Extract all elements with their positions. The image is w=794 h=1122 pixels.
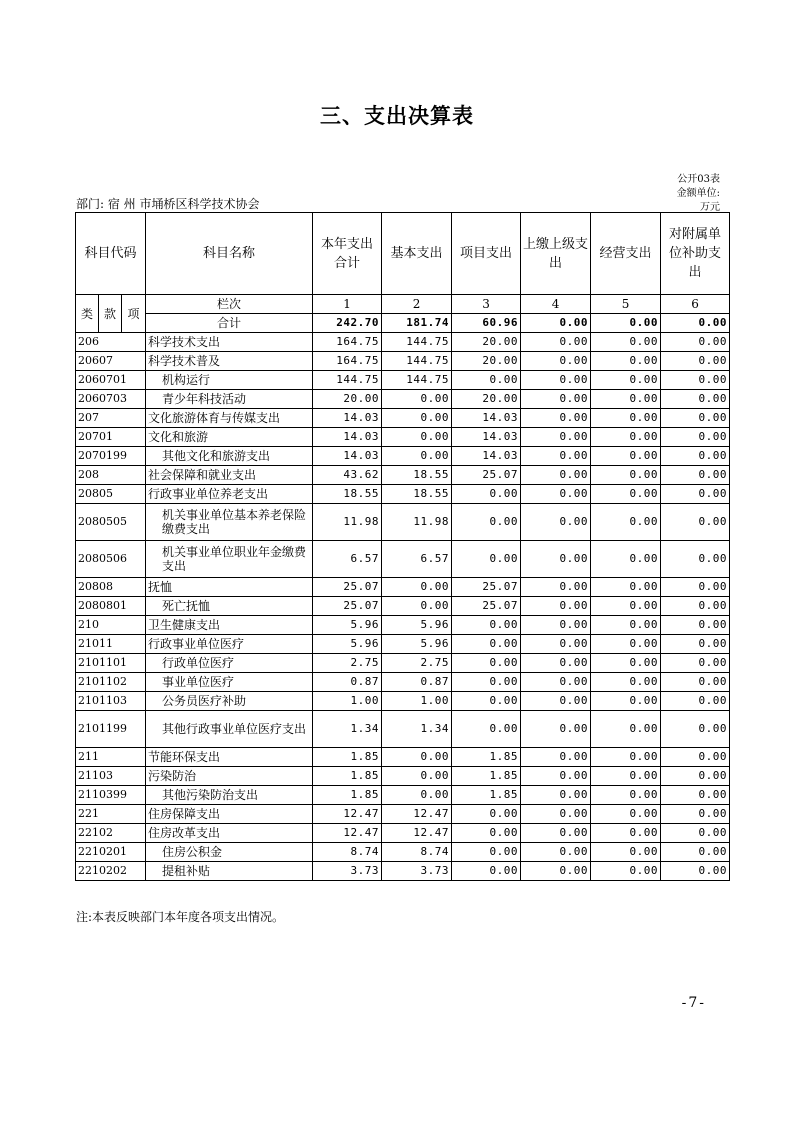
page-title: 三、支出决算表 xyxy=(320,103,474,128)
row-value: 144.75 xyxy=(313,371,382,390)
row-value: 25.07 xyxy=(452,466,521,485)
row-value: 1.85 xyxy=(313,767,382,786)
row-code: 210 xyxy=(76,616,146,635)
row-value: 0.00 xyxy=(521,692,591,711)
table-row xyxy=(76,352,730,371)
row-code: 207 xyxy=(76,409,146,428)
row-code: 211 xyxy=(76,748,146,767)
total-cell: 0.00 xyxy=(591,314,661,333)
row-value: 0.00 xyxy=(591,824,661,843)
row-value: 0.00 xyxy=(521,409,591,428)
row-value: 0.00 xyxy=(661,578,730,597)
table-row xyxy=(76,447,730,466)
row-value: 0.00 xyxy=(661,616,730,635)
row-value: 5.96 xyxy=(382,635,452,654)
row-value: 0.00 xyxy=(452,862,521,881)
row-value: 12.47 xyxy=(313,824,382,843)
row-code: 2080506 xyxy=(76,541,146,578)
row-value: 0.00 xyxy=(661,805,730,824)
row-value: 8.74 xyxy=(313,843,382,862)
row-value: 1.85 xyxy=(313,748,382,767)
row-name: 公务员医疗补助 xyxy=(146,692,313,711)
unit-label: 金额单位: xyxy=(676,188,720,199)
row-value: 1.85 xyxy=(452,767,521,786)
row-value: 0.00 xyxy=(661,862,730,881)
row-value: 0.00 xyxy=(521,504,591,541)
row-value: 0.00 xyxy=(591,654,661,673)
total-label: 合计 xyxy=(146,314,313,333)
row-value: 0.00 xyxy=(382,390,452,409)
row-code: 2060701 xyxy=(76,371,146,390)
row-value: 0.00 xyxy=(661,504,730,541)
row-value: 0.00 xyxy=(521,748,591,767)
row-value: 0.00 xyxy=(591,635,661,654)
row-value: 0.00 xyxy=(591,447,661,466)
row-value: 0.00 xyxy=(521,428,591,447)
row-value: 0.00 xyxy=(591,390,661,409)
table-row xyxy=(76,390,730,409)
column-index: 2 xyxy=(382,295,452,314)
row-name: 社会保障和就业支出 xyxy=(146,466,313,485)
row-value: 0.00 xyxy=(661,597,730,616)
row-value: 0.00 xyxy=(591,466,661,485)
table-row xyxy=(76,824,730,843)
row-value: 0.00 xyxy=(661,333,730,352)
row-value: 18.55 xyxy=(382,466,452,485)
row-name: 污染防治 xyxy=(146,767,313,786)
row-value: 0.00 xyxy=(591,843,661,862)
row-value: 20.00 xyxy=(452,333,521,352)
row-code: 2060703 xyxy=(76,390,146,409)
row-value: 3.73 xyxy=(382,862,452,881)
row-value: 0.00 xyxy=(452,371,521,390)
row-value: 6.57 xyxy=(382,541,452,578)
row-value: 0.87 xyxy=(382,673,452,692)
total-cell: 0.00 xyxy=(521,314,591,333)
row-value: 0.00 xyxy=(382,578,452,597)
column-index: 1 xyxy=(313,295,382,314)
header-name: 科目名称 xyxy=(146,213,313,295)
row-value: 20.00 xyxy=(313,390,382,409)
row-value: 2.75 xyxy=(382,654,452,673)
row-code: 21103 xyxy=(76,767,146,786)
row-code: 22102 xyxy=(76,824,146,843)
row-value: 14.03 xyxy=(313,428,382,447)
header-lanci: 栏次 xyxy=(146,295,313,314)
header-basic: 基本支出 xyxy=(382,213,452,295)
row-value: 43.62 xyxy=(313,466,382,485)
row-value: 0.00 xyxy=(661,673,730,692)
row-value: 0.00 xyxy=(452,843,521,862)
column-index: 3 xyxy=(452,295,521,314)
row-value: 12.47 xyxy=(382,805,452,824)
row-value: 18.55 xyxy=(313,485,382,504)
header-kuan: 款 xyxy=(99,295,122,333)
row-value: 0.00 xyxy=(521,616,591,635)
row-code: 20701 xyxy=(76,428,146,447)
row-value: 18.55 xyxy=(382,485,452,504)
table-row xyxy=(76,673,730,692)
row-name: 住房改革支出 xyxy=(146,824,313,843)
row-value: 0.00 xyxy=(591,409,661,428)
row-name: 文化和旅游 xyxy=(146,428,313,447)
row-name: 青少年科技活动 xyxy=(146,390,313,409)
row-value: 0.00 xyxy=(382,597,452,616)
row-value: 0.00 xyxy=(452,504,521,541)
table-row xyxy=(76,485,730,504)
row-value: 14.03 xyxy=(313,447,382,466)
row-value: 0.00 xyxy=(521,786,591,805)
row-name: 科学技术普及 xyxy=(146,352,313,371)
row-value: 11.98 xyxy=(313,504,382,541)
row-value: 14.03 xyxy=(452,428,521,447)
row-value: 0.00 xyxy=(382,748,452,767)
table-row xyxy=(76,428,730,447)
row-value: 0.00 xyxy=(521,333,591,352)
row-name: 机关事业单位基本养老保险缴费支出 xyxy=(146,504,313,541)
row-value: 0.00 xyxy=(521,805,591,824)
total-cell: 0.00 xyxy=(661,314,730,333)
row-value: 0.00 xyxy=(591,597,661,616)
row-value: 0.00 xyxy=(382,767,452,786)
row-value: 14.03 xyxy=(452,447,521,466)
row-value: 0.00 xyxy=(661,786,730,805)
row-value: 0.00 xyxy=(591,711,661,748)
row-name: 其他行政事业单位医疗支出 xyxy=(146,711,313,748)
row-value: 0.00 xyxy=(591,333,661,352)
row-value: 0.00 xyxy=(661,352,730,371)
row-value: 0.00 xyxy=(521,711,591,748)
row-value: 0.00 xyxy=(521,541,591,578)
row-value: 1.85 xyxy=(313,786,382,805)
row-value: 1.85 xyxy=(452,786,521,805)
row-value: 0.00 xyxy=(521,485,591,504)
row-name: 住房保障支出 xyxy=(146,805,313,824)
row-value: 1.34 xyxy=(382,711,452,748)
row-value: 144.75 xyxy=(382,371,452,390)
row-value: 0.00 xyxy=(591,485,661,504)
total-cell: 60.96 xyxy=(452,314,521,333)
page-number: -7- xyxy=(681,995,706,1011)
row-value: 14.03 xyxy=(313,409,382,428)
row-value: 164.75 xyxy=(313,352,382,371)
row-value: 0.00 xyxy=(452,805,521,824)
column-index: 4 xyxy=(521,295,591,314)
table-row xyxy=(76,371,730,390)
row-code: 208 xyxy=(76,466,146,485)
row-value: 0.00 xyxy=(382,786,452,805)
header-upper: 上缴上级支出 xyxy=(521,213,591,295)
row-value: 0.00 xyxy=(661,748,730,767)
row-value: 25.07 xyxy=(452,578,521,597)
row-code: 2080505 xyxy=(76,504,146,541)
row-value: 0.00 xyxy=(521,862,591,881)
row-value: 0.00 xyxy=(591,371,661,390)
department-label: 部门: 宿 州 市埇桥区科学技术协会 xyxy=(76,197,260,211)
table-row xyxy=(76,767,730,786)
row-value: 0.00 xyxy=(521,767,591,786)
row-value: 0.00 xyxy=(452,711,521,748)
row-name: 文化旅游体育与传媒支出 xyxy=(146,409,313,428)
row-code: 2101199 xyxy=(76,711,146,748)
row-value: 0.00 xyxy=(661,466,730,485)
row-value: 6.57 xyxy=(313,541,382,578)
row-value: 0.00 xyxy=(591,428,661,447)
table-row xyxy=(76,466,730,485)
row-code: 2101101 xyxy=(76,654,146,673)
column-index: 6 xyxy=(661,295,730,314)
footnote: 注:本表反映部门本年度各项支出情况。 xyxy=(76,910,285,924)
row-name: 科学技术支出 xyxy=(146,333,313,352)
row-value: 1.00 xyxy=(382,692,452,711)
row-value: 0.00 xyxy=(591,673,661,692)
total-cell: 181.74 xyxy=(382,314,452,333)
row-value: 1.00 xyxy=(313,692,382,711)
row-code: 21011 xyxy=(76,635,146,654)
row-value: 0.00 xyxy=(521,597,591,616)
table-row xyxy=(76,597,730,616)
row-value: 0.00 xyxy=(452,616,521,635)
table-row xyxy=(76,409,730,428)
table-row xyxy=(76,748,730,767)
row-value: 0.00 xyxy=(452,541,521,578)
row-code: 2101102 xyxy=(76,673,146,692)
table-row xyxy=(76,504,730,541)
row-value: 0.00 xyxy=(452,654,521,673)
row-value: 20.00 xyxy=(452,352,521,371)
row-value: 11.98 xyxy=(382,504,452,541)
row-name: 机关事业单位职业年金缴费支出 xyxy=(146,541,313,578)
table-row xyxy=(76,786,730,805)
row-value: 20.00 xyxy=(452,390,521,409)
row-value: 0.00 xyxy=(591,541,661,578)
row-name: 抚恤 xyxy=(146,578,313,597)
row-value: 0.00 xyxy=(661,711,730,748)
unit-value: 万元 xyxy=(700,202,720,213)
row-code: 20805 xyxy=(76,485,146,504)
table-row xyxy=(76,805,730,824)
row-code: 2101103 xyxy=(76,692,146,711)
row-value: 0.00 xyxy=(661,824,730,843)
header-project: 项目支出 xyxy=(452,213,521,295)
row-value: 0.00 xyxy=(661,485,730,504)
row-value: 0.00 xyxy=(452,673,521,692)
row-value: 0.00 xyxy=(521,673,591,692)
row-value: 0.00 xyxy=(382,447,452,466)
row-code: 2210201 xyxy=(76,843,146,862)
table-row xyxy=(76,578,730,597)
column-index: 5 xyxy=(591,295,661,314)
table-row xyxy=(76,862,730,881)
row-name: 机构运行 xyxy=(146,371,313,390)
row-name: 住房公积金 xyxy=(146,843,313,862)
row-value: 0.00 xyxy=(661,843,730,862)
table-row xyxy=(76,843,730,862)
row-code: 2070199 xyxy=(76,447,146,466)
row-value: 0.00 xyxy=(591,352,661,371)
row-value: 0.00 xyxy=(521,635,591,654)
row-value: 0.00 xyxy=(591,786,661,805)
row-code: 2110399 xyxy=(76,786,146,805)
row-value: 0.00 xyxy=(661,635,730,654)
total-cell: 242.70 xyxy=(313,314,382,333)
row-value: 0.00 xyxy=(452,692,521,711)
row-value: 0.00 xyxy=(591,616,661,635)
table-row xyxy=(76,692,730,711)
row-value: 0.00 xyxy=(521,371,591,390)
row-value: 0.00 xyxy=(661,409,730,428)
row-value: 0.00 xyxy=(452,635,521,654)
table-row xyxy=(76,616,730,635)
row-value: 1.34 xyxy=(313,711,382,748)
row-code: 2210202 xyxy=(76,862,146,881)
row-value: 0.00 xyxy=(521,352,591,371)
row-value: 144.75 xyxy=(382,352,452,371)
table-row xyxy=(76,635,730,654)
row-value: 0.00 xyxy=(521,447,591,466)
header-lei: 类 xyxy=(76,295,99,333)
row-value: 0.00 xyxy=(382,409,452,428)
row-value: 0.00 xyxy=(661,390,730,409)
row-value: 0.00 xyxy=(661,447,730,466)
row-value: 2.75 xyxy=(313,654,382,673)
header-code: 科目代码 xyxy=(76,213,146,295)
row-name: 行政事业单位养老支出 xyxy=(146,485,313,504)
row-value: 0.00 xyxy=(661,654,730,673)
row-value: 0.00 xyxy=(591,805,661,824)
row-value: 0.00 xyxy=(591,748,661,767)
row-value: 8.74 xyxy=(382,843,452,862)
row-value: 0.00 xyxy=(452,824,521,843)
row-name: 行政单位医疗 xyxy=(146,654,313,673)
row-value: 164.75 xyxy=(313,333,382,352)
row-value: 0.00 xyxy=(521,390,591,409)
row-name: 提租补贴 xyxy=(146,862,313,881)
row-value: 12.47 xyxy=(382,824,452,843)
row-value: 0.87 xyxy=(313,673,382,692)
header-xiang: 项 xyxy=(122,295,146,333)
row-value: 25.07 xyxy=(452,597,521,616)
row-code: 206 xyxy=(76,333,146,352)
row-name: 其他污染防治支出 xyxy=(146,786,313,805)
row-value: 0.00 xyxy=(591,692,661,711)
row-name: 行政事业单位医疗 xyxy=(146,635,313,654)
row-value: 0.00 xyxy=(661,371,730,390)
row-name: 事业单位医疗 xyxy=(146,673,313,692)
row-value: 0.00 xyxy=(591,862,661,881)
row-code: 221 xyxy=(76,805,146,824)
row-name: 节能环保支出 xyxy=(146,748,313,767)
row-value: 25.07 xyxy=(313,597,382,616)
table-row xyxy=(76,654,730,673)
row-name: 卫生健康支出 xyxy=(146,616,313,635)
header-total: 本年支出合计 xyxy=(313,213,382,295)
row-value: 0.00 xyxy=(661,692,730,711)
row-name: 其他文化和旅游支出 xyxy=(146,447,313,466)
row-value: 5.96 xyxy=(313,616,382,635)
row-code: 2080801 xyxy=(76,597,146,616)
row-value: 0.00 xyxy=(521,654,591,673)
row-code: 20808 xyxy=(76,578,146,597)
row-value: 0.00 xyxy=(661,428,730,447)
row-value: 0.00 xyxy=(452,485,521,504)
row-value: 0.00 xyxy=(591,767,661,786)
row-value: 5.96 xyxy=(382,616,452,635)
header-business: 经营支出 xyxy=(591,213,661,295)
header-subsidy: 对附属单位补助支出 xyxy=(661,213,730,295)
row-value: 0.00 xyxy=(591,578,661,597)
row-value: 0.00 xyxy=(661,767,730,786)
table-row xyxy=(76,711,730,748)
row-value: 0.00 xyxy=(521,824,591,843)
row-value: 0.00 xyxy=(521,843,591,862)
row-value: 5.96 xyxy=(313,635,382,654)
form-code: 公开03表 xyxy=(677,174,720,185)
row-name: 死亡抚恤 xyxy=(146,597,313,616)
row-value: 144.75 xyxy=(382,333,452,352)
row-value: 12.47 xyxy=(313,805,382,824)
table-row xyxy=(76,541,730,578)
row-value: 25.07 xyxy=(313,578,382,597)
table-row xyxy=(76,333,730,352)
row-value: 0.00 xyxy=(521,578,591,597)
row-value: 0.00 xyxy=(591,504,661,541)
row-code: 20607 xyxy=(76,352,146,371)
row-value: 0.00 xyxy=(661,541,730,578)
row-value: 1.85 xyxy=(452,748,521,767)
expenditure-table xyxy=(75,212,730,881)
row-value: 0.00 xyxy=(382,428,452,447)
row-value: 14.03 xyxy=(452,409,521,428)
row-value: 3.73 xyxy=(313,862,382,881)
row-value: 0.00 xyxy=(521,466,591,485)
